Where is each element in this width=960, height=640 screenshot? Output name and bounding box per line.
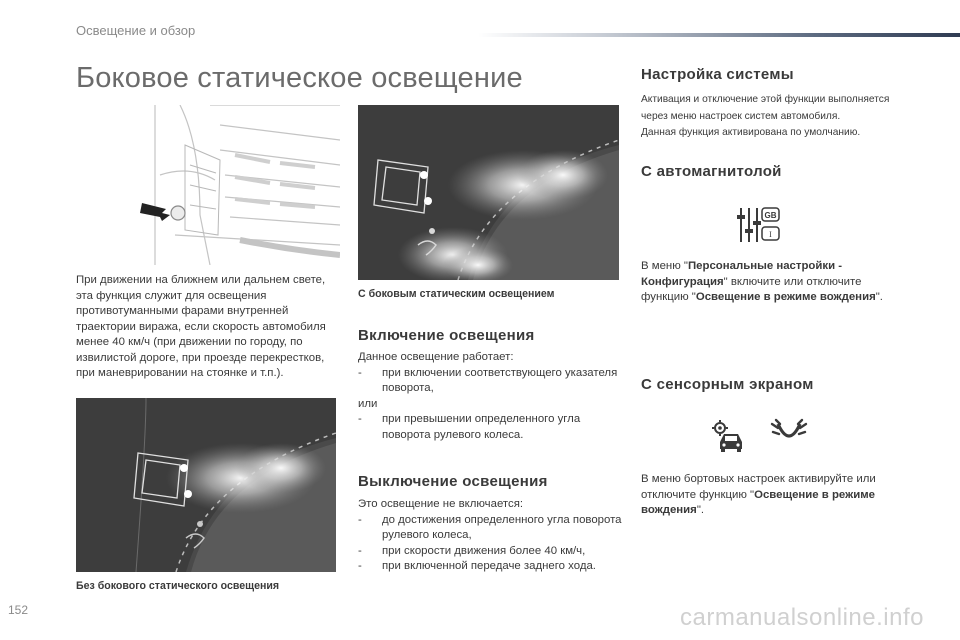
section-header: Освещение и обзор: [76, 23, 196, 38]
intro-paragraph: При движении на ближнем или дальнем свете, эта функция служит для освещения противотуманными фарами внутренней траектории виража, если скорость автомобиля менее 40 км/ч (при движении по городу, по извилистой дороге, при проезде перекрестков, при маневрировании на стоянке и т.п.).: [76, 274, 326, 379]
touch-screen-title: С сенсорным экраном: [641, 376, 814, 393]
night-image-with-light: [358, 105, 619, 280]
audio-system-text: В меню "Персональные настройки - Конфигурация" включите или отключите функцию "Освещение в режиме вождения".: [641, 260, 883, 303]
svg-text:GB: GB: [764, 211, 777, 220]
audio-settings-icon: [735, 205, 781, 245]
list-item: - при включении соответствующего указателя поворота,: [358, 366, 618, 394]
system-setup-text: Активация и отключение этой функции выполняется через меню настроек систем автомобиля. Данная функция активирована по умолчанию.: [641, 94, 890, 138]
driving-lighting-icon: [770, 418, 808, 454]
watermark: carmanualsonline.info: [680, 604, 924, 631]
car-settings-icon: [712, 420, 746, 452]
page-number: 152: [8, 603, 29, 617]
header-bar: [478, 33, 960, 37]
list-item: - при скорости движения более 40 км/ч,: [358, 544, 586, 557]
touch-screen-text: В меню бортовых настроек активируйте или отключите функцию "Освещение в режиме вождения".: [641, 473, 876, 516]
or-text: или: [358, 397, 378, 410]
system-setup-title: Настройка системы: [641, 66, 794, 83]
switch-off-title: Выключение освещения: [358, 473, 548, 490]
bumper-illustration: [140, 105, 340, 265]
svg-text:I: I: [769, 230, 772, 239]
switch-off-intro: Это освещение не включается:: [358, 498, 524, 510]
switch-off-list: [358, 497, 622, 575]
switch-on-intro: Данное освещение работает:: [358, 351, 514, 363]
night-image-without-light: [76, 398, 336, 572]
page-title: Боковое статическое освещение: [76, 62, 523, 94]
switch-on-list: [358, 350, 620, 443]
audio-system-title: С автомагнитолой: [641, 163, 782, 180]
list-item: - при включенной передаче заднего хода.: [358, 560, 596, 572]
caption-without-light: Без бокового статического освещения: [76, 580, 280, 592]
switch-on-title: Включение освещения: [358, 327, 535, 344]
list-item: - до достижения определенного угла поворота рулевого колеса,: [358, 513, 622, 541]
caption-with-light: С боковым статическим освещением: [358, 288, 555, 300]
list-item: - при превышении определенного угла поворота рулевого колеса.: [358, 413, 581, 441]
